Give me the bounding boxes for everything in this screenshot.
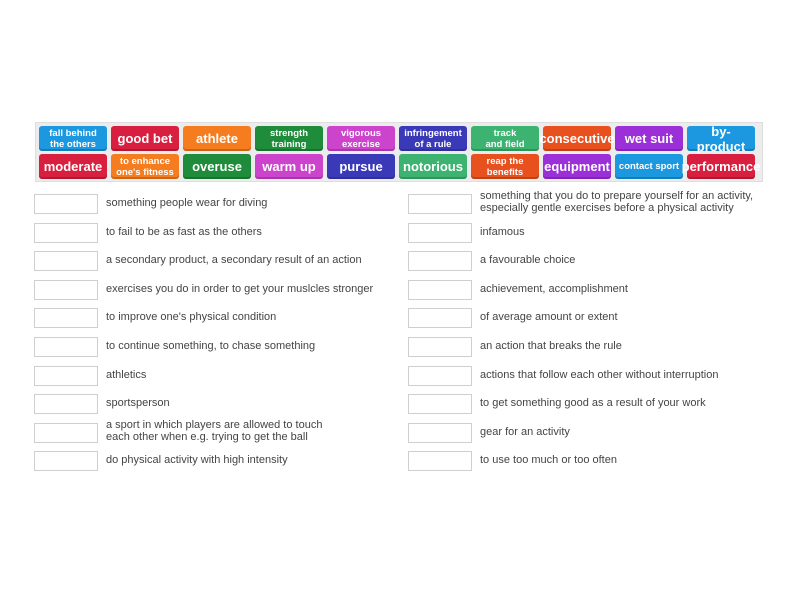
answer-drop-zone[interactable] <box>408 394 472 414</box>
word-tile[interactable] <box>615 126 683 151</box>
word-tile-label: strength training <box>270 127 308 150</box>
definition-text: infamous <box>480 225 525 238</box>
definition-text: athletics <box>106 368 147 381</box>
definition-text: an action that breaks the rule <box>480 340 622 352</box>
word-tile-label: infringement of a rule <box>404 127 462 150</box>
answer-drop-zone[interactable] <box>408 337 472 357</box>
answer-drop-zone[interactable] <box>34 223 98 243</box>
word-tile[interactable] <box>255 126 323 151</box>
answer-drop-zone[interactable] <box>34 337 98 357</box>
definition-text: to get something good as a result of your work <box>480 397 706 410</box>
word-tile-label: warm up <box>262 159 316 174</box>
word-tile-label: consecutive <box>539 131 615 146</box>
answer-drop-zone[interactable] <box>408 223 472 243</box>
word-tile-label: to enhance one's fitness <box>116 155 174 178</box>
word-tile[interactable] <box>615 154 683 179</box>
word-tile-label: contact sport <box>618 161 680 172</box>
definition-text: exercises you do in order to get your muslcles stronger <box>106 282 374 295</box>
answer-drop-zone[interactable] <box>408 194 472 214</box>
word-tile-label: overuse <box>192 159 242 174</box>
word-tile[interactable] <box>111 154 179 179</box>
answer-drop-zone[interactable] <box>34 280 98 300</box>
definition-text: a favourable choice <box>480 254 576 267</box>
word-tile[interactable] <box>471 126 539 151</box>
answer-drop-zone[interactable] <box>34 194 98 214</box>
answer-drop-zone[interactable] <box>34 308 98 328</box>
answer-drop-zone[interactable] <box>34 394 98 414</box>
word-tile[interactable] <box>539 126 615 151</box>
word-tile-label: equipment <box>544 159 610 174</box>
word-tile[interactable] <box>327 126 395 151</box>
word-tile-label: good bet <box>117 131 173 146</box>
definition-text: to use too much or too often <box>480 454 617 467</box>
word-tile[interactable] <box>183 154 251 179</box>
word-tile[interactable] <box>543 154 611 179</box>
word-tile-label: notorious <box>403 159 463 174</box>
word-tile[interactable] <box>681 154 761 179</box>
word-tile-label: vigorous exercise <box>340 127 382 150</box>
definition-text: do physical activity with high intensity <box>106 454 288 467</box>
word-tile[interactable] <box>39 126 107 151</box>
answer-drop-zone[interactable] <box>34 451 98 471</box>
answer-drop-zone[interactable] <box>34 251 98 271</box>
definition-text: of average amount or extent <box>480 311 618 324</box>
answer-drop-zone[interactable] <box>408 308 472 328</box>
word-tile-label: by-product <box>696 123 746 154</box>
word-tile-label: performance <box>681 159 761 174</box>
answer-drop-zone[interactable] <box>34 423 98 443</box>
word-tile-label: moderate <box>43 159 103 174</box>
word-tile-label: athlete <box>196 131 238 146</box>
answer-drop-zone[interactable] <box>408 251 472 271</box>
answer-drop-zone[interactable] <box>34 366 98 386</box>
word-tile-label: reap the benefits <box>486 155 524 178</box>
definition-text: to continue something, to chase something <box>106 340 316 352</box>
definition-text: actions that follow each other without interruption <box>480 368 719 381</box>
answer-drop-zone[interactable] <box>408 280 472 300</box>
definition-text: to improve one's physical condition <box>106 311 277 324</box>
word-tile[interactable] <box>399 154 467 179</box>
word-tile[interactable] <box>183 126 251 151</box>
definition-text: achievement, accomplishment <box>480 282 628 295</box>
word-tile[interactable] <box>399 126 467 151</box>
definition-text: gear for an activity <box>480 425 570 438</box>
answer-drop-zone[interactable] <box>408 451 472 471</box>
word-tile[interactable] <box>111 126 179 151</box>
word-tile-label: pursue <box>339 159 383 174</box>
word-tile-label: wet suit <box>624 131 674 146</box>
word-tile[interactable] <box>471 154 539 179</box>
word-tile-label: track and field <box>485 127 525 150</box>
definition-text: a secondary product, a secondary result of an action <box>106 254 362 267</box>
word-tile[interactable] <box>39 154 107 179</box>
answer-drop-zone[interactable] <box>408 423 472 443</box>
word-tile[interactable] <box>255 154 323 179</box>
word-tile[interactable] <box>327 154 395 179</box>
definition-text: sportsperson <box>106 397 170 410</box>
word-tile-label: fall behind the others <box>49 127 97 150</box>
definition-text: something that you do to prepare yourself for an activity, especially gentle exercises before a physical activity <box>480 190 754 214</box>
definition-text: a sport in which players are allowed to touch each other when e.g. trying to get the ball <box>106 418 323 443</box>
answer-drop-zone[interactable] <box>408 366 472 386</box>
word-tile[interactable] <box>687 123 755 154</box>
definition-text: something people wear for diving <box>106 197 268 209</box>
definition-text: to fail to be as fast as the others <box>106 225 262 238</box>
